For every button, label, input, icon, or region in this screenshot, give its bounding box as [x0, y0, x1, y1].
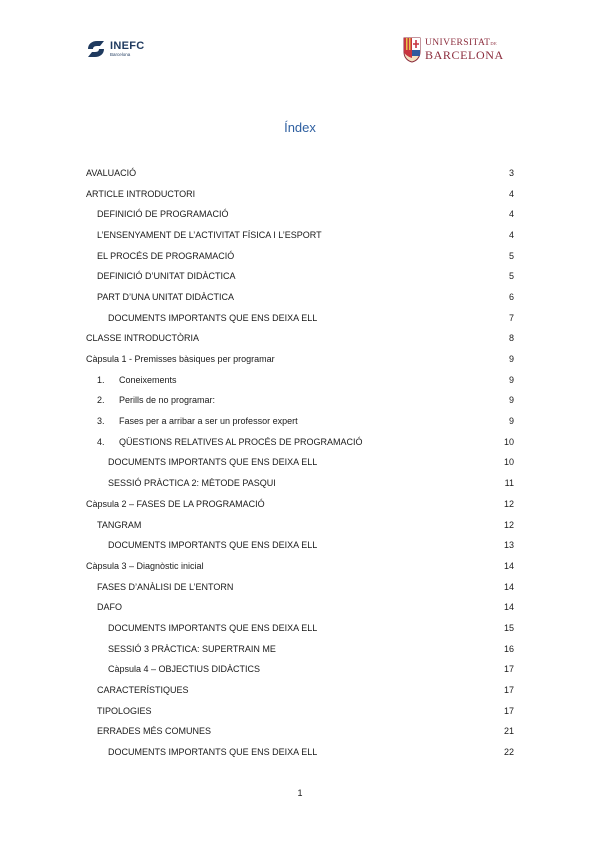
toc-entry-label: [97, 603, 122, 612]
toc-entry-text: SESSIÓ PRÀCTICA 2: MÈTODE PASQUI: [108, 478, 276, 489]
toc-entry-text: DOCUMENTS IMPORTANTS QUE ENS DEIXA ELL: [108, 457, 318, 468]
toc-entry-text: Càpsula 3 – Diagnòstic inicial: [86, 560, 204, 571]
toc-entry-label: [97, 686, 189, 695]
toc-entry-text: Càpsula 1 - Premisses bàsiques per programar: [86, 354, 275, 365]
ub-name-line1: UNIVERSITAT: [425, 37, 491, 48]
toc-entry[interactable]: [86, 515, 514, 536]
table-of-contents: [86, 163, 514, 763]
toc-entry-text: SESSIÓ 3 PRÀCTICA: SUPERTRAIN ME: [108, 643, 276, 654]
toc-entry[interactable]: [86, 246, 514, 267]
toc-entry-text: Càpsula 4 – OBJECTIUS DIDÀCTICS: [108, 664, 261, 675]
toc-entry-label: [108, 665, 260, 674]
toc-entry-page: 9: [508, 395, 514, 406]
toc-entry-page: 12: [503, 498, 514, 509]
toc-entry-label: [97, 376, 177, 385]
toc-entry-text: ARTICLE INTRODUCTORI: [86, 188, 196, 199]
toc-entry-page: 15: [503, 622, 514, 633]
toc-entry[interactable]: [86, 432, 514, 453]
toc-entry-label: [86, 500, 265, 509]
toc-entry-number: 2.: [97, 395, 105, 406]
toc-entry[interactable]: [86, 184, 514, 205]
toc-entry-page: 6: [508, 291, 514, 302]
inefc-subtitle: Barcelona: [110, 51, 131, 57]
toc-entry-label: [86, 355, 275, 364]
toc-entry-page: 5: [508, 271, 514, 282]
toc-entry-label: [86, 562, 204, 571]
toc-entry-page: 14: [503, 581, 514, 592]
toc-entry-page: 14: [503, 602, 514, 613]
toc-entry-label: [97, 210, 229, 219]
toc-entry-page: 9: [508, 416, 514, 427]
toc-entry-text: Coneixements: [119, 374, 177, 385]
toc-entry-label: [97, 272, 236, 281]
toc-entry-label: [97, 231, 322, 240]
toc-entry-number: 3.: [97, 416, 105, 427]
toc-entry[interactable]: [86, 494, 514, 515]
toc-entry-page: 9: [508, 354, 514, 365]
toc-entry-label: [97, 583, 233, 592]
toc-entry-label: [97, 438, 363, 447]
toc-entry-label: [108, 458, 317, 467]
toc-entry-label: [108, 541, 317, 550]
toc-entry-text: FASES D’ANÀLISI DE L’ENTORN: [97, 581, 234, 592]
toc-entry-page: 7: [508, 312, 514, 323]
toc-entry-text: CLASSE INTRODUCTÒRIA: [86, 333, 200, 344]
toc-entry-page: 16: [503, 643, 514, 654]
toc-entry[interactable]: [86, 266, 514, 287]
toc-entry-label: [86, 169, 136, 178]
toc-entry-page: 17: [503, 664, 514, 675]
toc-entry[interactable]: [86, 329, 514, 350]
toc-entry[interactable]: [86, 639, 514, 660]
toc-entry-label: [97, 417, 298, 426]
toc-entry-text: L’ENSENYAMENT DE L’ACTIVITAT FÍSICA I L’ESPORT: [97, 229, 322, 240]
toc-entry-label: [108, 624, 317, 633]
toc-entry-text: QÜESTIONS RELATIVES AL PROCÉS DE PROGRAMACIÓ: [119, 436, 363, 447]
toc-entry-text: PART D’UNA UNITAT DIDÀCTICA: [97, 291, 235, 302]
toc-entry-text: TANGRAM: [97, 519, 142, 530]
toc-entry-text: Fases per a arribar a ser un professor expert: [119, 416, 298, 427]
toc-entry[interactable]: [86, 391, 514, 412]
toc-entry[interactable]: [86, 660, 514, 681]
toc-entry[interactable]: [86, 722, 514, 743]
toc-entry[interactable]: [86, 556, 514, 577]
toc-entry[interactable]: [86, 308, 514, 329]
toc-entry-text: Perills de no programar:: [119, 395, 216, 406]
toc-entry[interactable]: [86, 473, 514, 494]
ub-shield-icon: [403, 37, 421, 63]
page-title: Índex: [284, 120, 316, 135]
toc-entry-page: 12: [503, 519, 514, 530]
ub-name-de: DE: [490, 40, 498, 46]
toc-entry[interactable]: [86, 742, 514, 763]
toc-entry-text: TIPOLOGIES: [97, 705, 152, 716]
toc-entry-label: [97, 293, 234, 302]
toc-entry-label: [97, 252, 234, 261]
toc-entry-page: 9: [508, 374, 514, 385]
toc-entry-page: 13: [503, 540, 514, 551]
toc-entry[interactable]: [86, 701, 514, 722]
toc-entry-page: 10: [503, 457, 514, 468]
inefc-logo: [86, 40, 145, 58]
page-number: 1: [297, 788, 303, 798]
toc-entry-label: [86, 190, 195, 199]
toc-entry-label: [97, 727, 211, 736]
toc-entry-page: 14: [503, 560, 514, 571]
toc-entry-label: [108, 479, 276, 488]
toc-entry-text: DOCUMENTS IMPORTANTS QUE ENS DEIXA ELL: [108, 540, 318, 551]
toc-entry-page: 11: [504, 478, 514, 489]
toc-entry-number: 4.: [97, 436, 105, 447]
toc-entry-text: DAFO: [97, 602, 123, 613]
toc-entry-text: CARACTERÍSTIQUES: [97, 685, 189, 696]
toc-entry[interactable]: [86, 453, 514, 474]
toc-entry-text: Càpsula 2 – FASES DE LA PROGRAMACIÓ: [86, 498, 265, 509]
toc-entry[interactable]: [86, 577, 514, 598]
ub-name-line2: BARCELONA: [425, 48, 504, 63]
toc-entry-text: DOCUMENTS IMPORTANTS QUE ENS DEIXA ELL: [108, 622, 318, 633]
inefc-name: INEFC: [110, 39, 145, 52]
toc-entry-label: [86, 334, 199, 343]
toc-entry-page: 4: [508, 188, 514, 199]
toc-entry[interactable]: [86, 618, 514, 639]
toc-entry[interactable]: [86, 163, 514, 184]
toc-entry-page: 10: [503, 436, 514, 447]
toc-entry-label: [97, 707, 152, 716]
toc-entry-page: 17: [503, 685, 514, 696]
toc-entry-page: 3: [508, 167, 514, 178]
ub-logo: [403, 37, 504, 63]
toc-entry-text: AVALUACIÓ: [86, 167, 137, 178]
toc-entry-label: [108, 645, 276, 654]
toc-entry[interactable]: [86, 225, 514, 246]
toc-entry[interactable]: [86, 680, 514, 701]
toc-entry[interactable]: [86, 597, 514, 618]
toc-entry-label: [97, 521, 141, 530]
toc-entry-page: 4: [508, 209, 514, 220]
toc-entry-text: DOCUMENTS IMPORTANTS QUE ENS DEIXA ELL: [108, 312, 318, 323]
page-header: [0, 0, 600, 80]
toc-entry[interactable]: [86, 204, 514, 225]
toc-entry-page: 22: [503, 747, 514, 758]
toc-entry[interactable]: [86, 411, 514, 432]
toc-entry-number: 1.: [97, 374, 105, 385]
toc-entry-text: DEFINICIÓ DE PROGRAMACIÓ: [97, 209, 229, 220]
toc-entry[interactable]: [86, 287, 514, 308]
toc-entry[interactable]: [86, 370, 514, 391]
toc-entry[interactable]: [86, 535, 514, 556]
toc-entry-text: ERRADES MÉS COMUNES: [97, 726, 212, 737]
toc-entry-page: 21: [503, 726, 514, 737]
toc-entry-label: [108, 314, 317, 323]
toc-entry-label: [97, 396, 215, 405]
toc-entry-text: DEFINICIÓ D’UNITAT DIDÀCTICA: [97, 271, 236, 282]
toc-entry-page: 17: [503, 705, 514, 716]
toc-entry-text: DOCUMENTS IMPORTANTS QUE ENS DEIXA ELL: [108, 747, 318, 758]
toc-entry-label: [108, 748, 317, 757]
toc-entry-page: 4: [508, 229, 514, 240]
inefc-logo-icon: [86, 40, 106, 58]
toc-entry-page: 8: [508, 333, 514, 344]
toc-entry-text: EL PROCÉS DE PROGRAMACIÓ: [97, 250, 235, 261]
toc-entry-page: 5: [508, 250, 514, 261]
toc-entry[interactable]: [86, 349, 514, 370]
